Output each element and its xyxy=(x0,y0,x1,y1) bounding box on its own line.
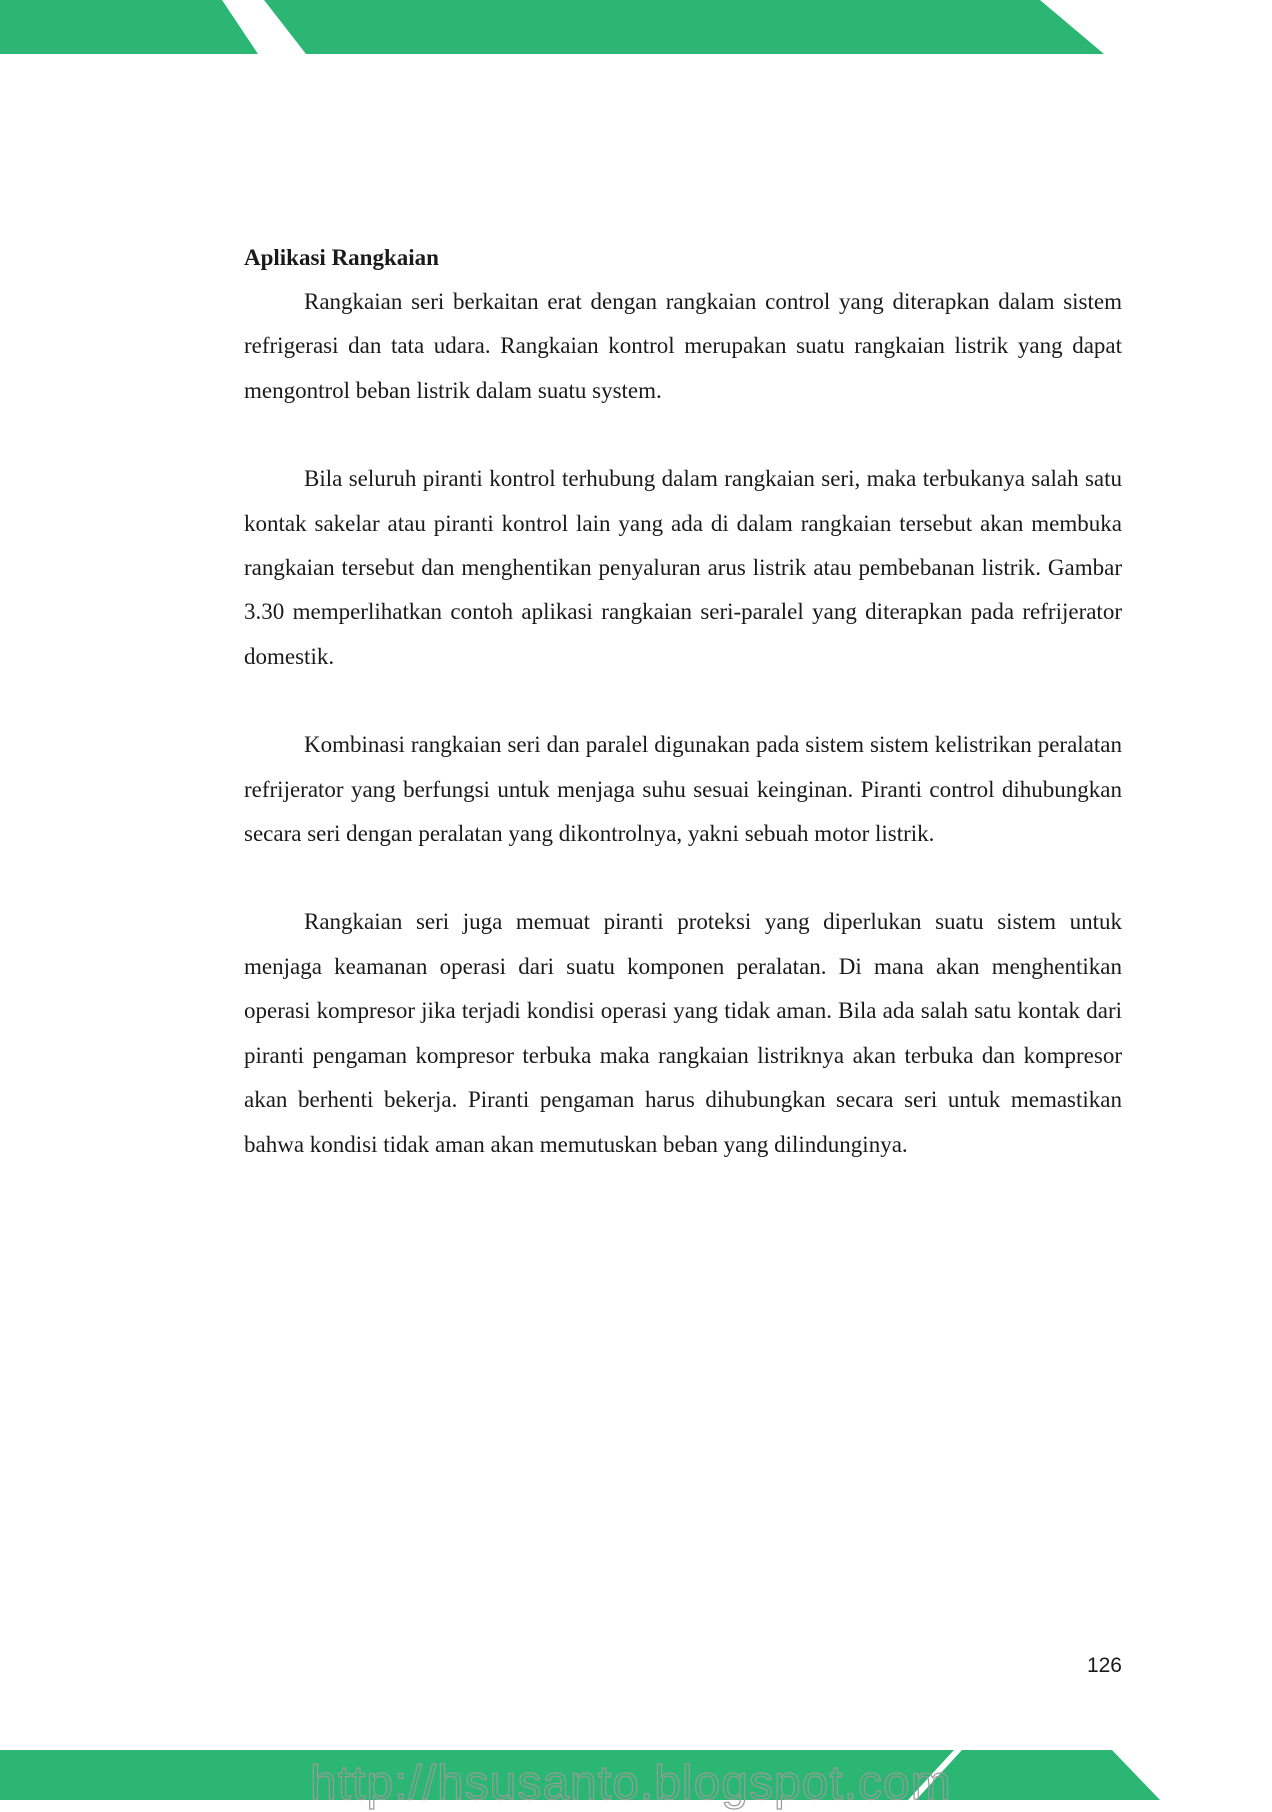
paragraph-4: Rangkaian seri juga memuat piranti proteksi yang diperlukan suatu sistem untuk menjaga keamanan operasi dari suatu komponen peralatan. Di mana akan menghentikan operasi kompresor jika terjadi kondisi operasi yang tidak aman. Bila ada salah satu kontak dari piranti pengaman kompresor terbuka maka rangkaian listriknya akan terbuka dan kompresor akan berhenti bekerja. Piranti pengaman harus dihubungkan secara seri untuk memastikan bahwa kondisi tidak aman akan memutuskan beban yang dilindunginya. xyxy=(244,909,1122,1157)
paragraph-1: Rangkaian seri berkaitan erat dengan rangkaian control yang diterapkan dalam sistem refrigerasi dan tata udara. Rangkaian kontrol merupakan suatu rangkaian listrik yang dapat mengontrol beban listrik dalam suatu system. xyxy=(244,289,1122,403)
section-title: Aplikasi Rangkaian xyxy=(244,245,439,270)
top-decorative-band xyxy=(0,0,1272,60)
top-band-left-segment xyxy=(0,0,258,54)
document-body xyxy=(244,236,1122,1211)
watermark-url: http://hsusanto.blogspot.com xyxy=(310,1757,952,1810)
top-band-main-segment xyxy=(264,0,1104,54)
page-number: 126 xyxy=(1086,1654,1122,1677)
paragraph-3: Kombinasi rangkaian seri dan paralel digunakan pada sistem sistem kelistrikan peralatan refrijerator yang berfungsi untuk menjaga suhu sesuai keinginan. Piranti control dihubungkan secara seri dengan peralatan yang dikontrolnya, yakni sebuah motor listrik. xyxy=(244,732,1122,847)
paragraph-2: Bila seluruh piranti kontrol terhubung dalam rangkaian seri, maka terbukanya salah satu kontak sakelar atau piranti kontrol lain yang ada di dalam rangkaian tersebut akan membuka rangkaian tersebut dan menghentikan penyaluran arus listrik atau pembebanan listrik. Gambar 3.30 memperlihatkan contoh aplikasi rangkaian seri-paralel yang diterapkan pada refrijerator domestik. xyxy=(244,466,1122,669)
